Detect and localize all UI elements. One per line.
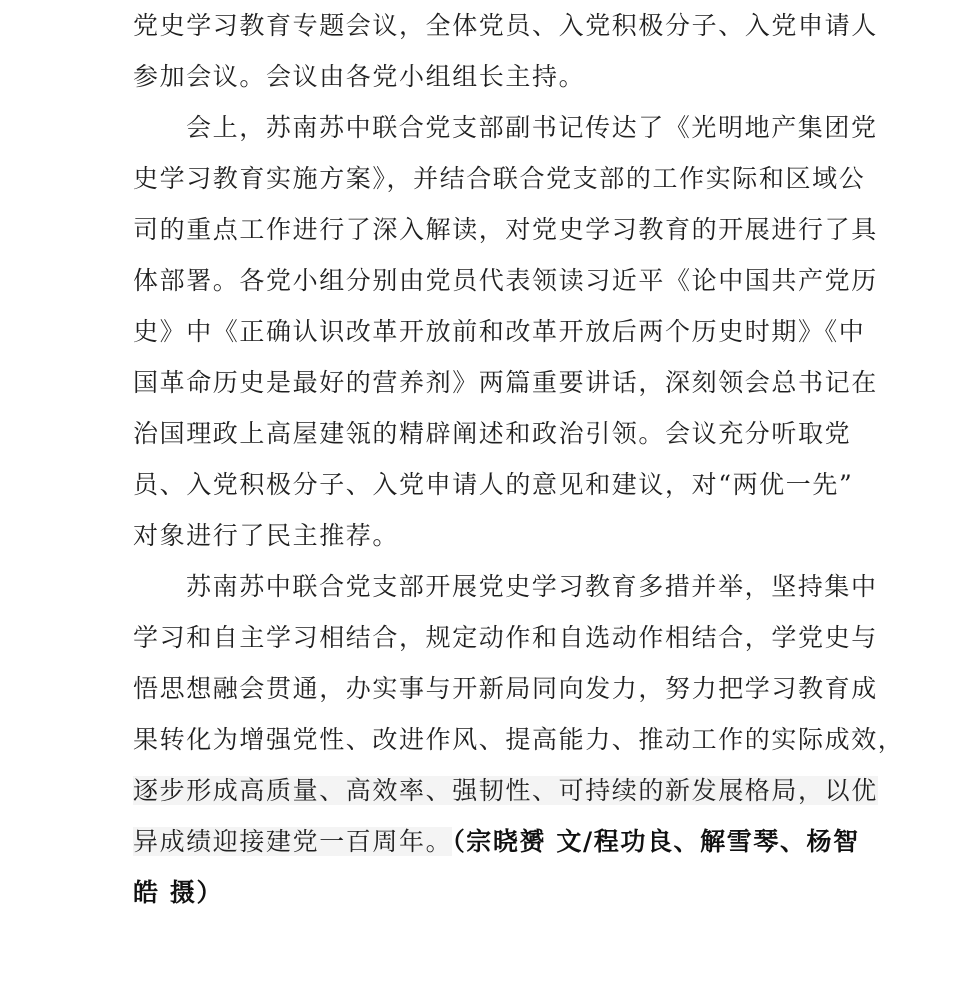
paragraph-start-line: 会上，苏南苏中联合党支部副书记传达了《光明地产集团党 — [186, 113, 878, 142]
text-line: 悟思想融会贯通，办实事与开新局同向发力，努力把学习教育成 — [133, 674, 878, 703]
photo-credit: （宗晓赟 文/程功良、解雪琴、杨智 — [452, 827, 860, 856]
text-line: 学习和自主学习相结合，规定动作和自选动作相结合，学党史与 — [133, 623, 878, 652]
text-line: 党史学习教育专题会议，全体党员、入党积极分子、入党申请人 — [133, 11, 878, 40]
text-line: 体部署。各党小组分别由党员代表领读习近平《论中国共产党历 — [133, 266, 878, 295]
text-line: 史》中《正确认识改革开放前和改革开放后两个历史时期》《中 — [133, 317, 866, 346]
text-line: 国革命历史是最好的营养剂》两篇重要讲话，深刻领会总书记在 — [133, 368, 878, 397]
text-line: 治国理政上高屋建瓴的精辟阐述和政治引领。会议充分听取党 — [133, 419, 852, 448]
article-body — [133, 0, 905, 918]
paragraph-start-line: 苏南苏中联合党支部开展党史学习教育多措并举，坚持集中 — [186, 572, 878, 601]
text-line — [133, 816, 860, 867]
text-line: 参加会议。会议由各党小组组长主持。 — [133, 62, 586, 91]
text-line: 史学习教育实施方案》，并结合联合党支部的工作实际和区域公 — [133, 164, 866, 193]
highlighted-text: 异成绩迎接建党一百周年。 — [133, 827, 453, 856]
text-line: 司的重点工作进行了深入解读，对党史学习教育的开展进行了具 — [133, 215, 878, 244]
text-line: 果转化为增强党性、改进作风、提高能力、推动工作的实际成效， — [133, 725, 905, 754]
highlighted-text: 逐步形成高质量、高效率、强韧性、可持续的新发展格局，以优 — [133, 776, 878, 805]
text-line: 对象进行了民主推荐。 — [133, 521, 400, 550]
text-line: 员、入党积极分子、入党申请人的意见和建议，对“两优一先” — [133, 470, 854, 499]
text-line — [133, 765, 878, 816]
photo-credit-continued: 皓 摄） — [133, 878, 224, 907]
